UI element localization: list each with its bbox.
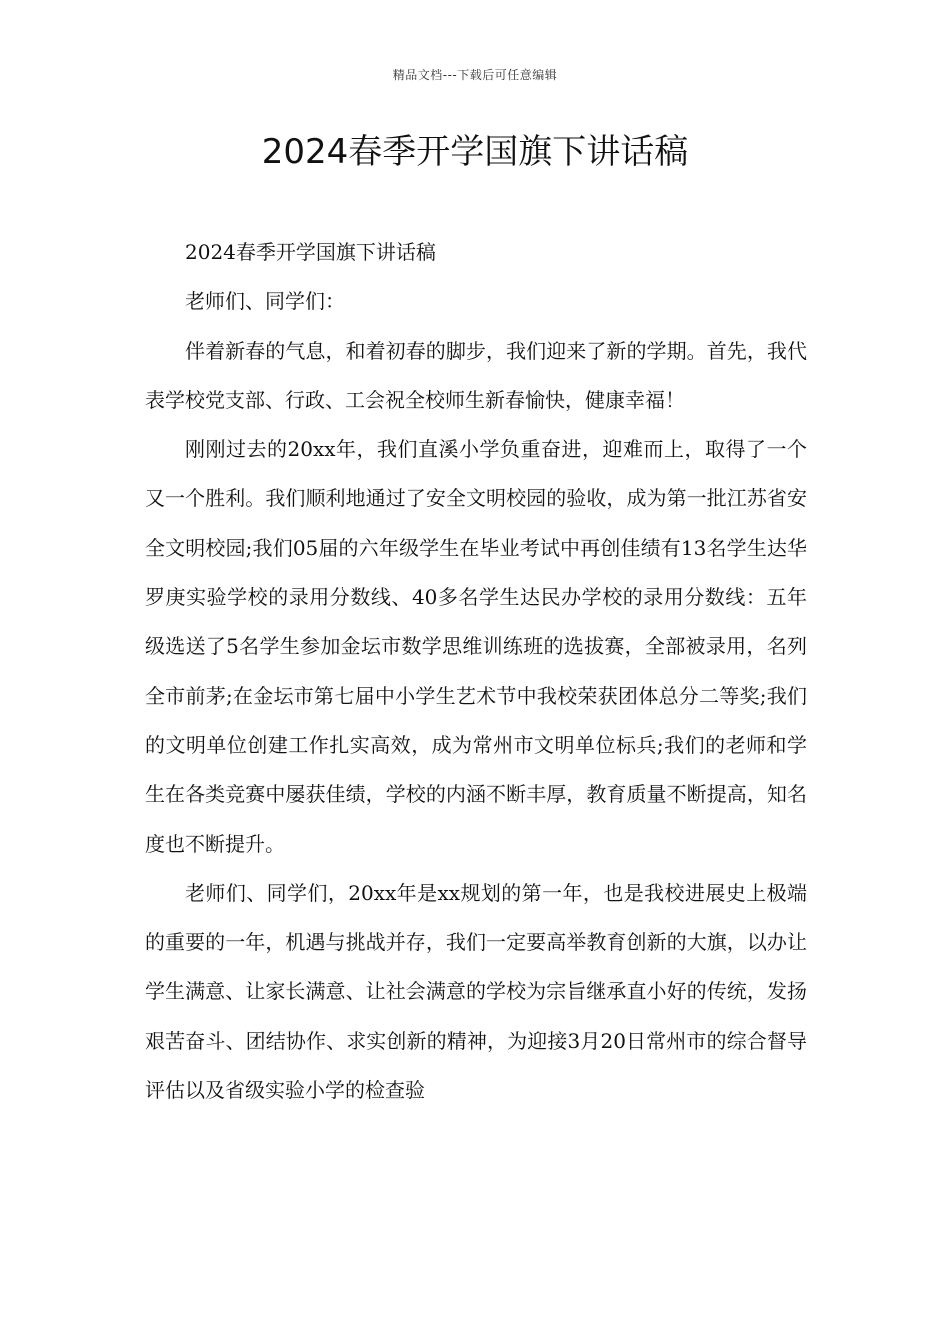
paragraph-subtitle: 2024春季开学国旗下讲话稿 [185,240,436,264]
paragraph-greeting: 伴着新春的气息，和着初春的脚步，我们迎来了新的学期。首先，我代表学校党支部、行政、工会祝全校师生新春愉快，健康幸福！ [145,338,807,412]
document-title: 2024春季开学国旗下讲话稿 [261,132,689,172]
paragraph-new-year-plan: 老师们、同学们，20xx年是xx规划的第一年，也是我校进展史上极端的重要的一年，机遇与挑战并存，我们一定要高举教育创新的大旗，以办让学生满意、让家长满意、让社会满意的学校为宗旨继承直小好的传统，发扬艰苦奋斗、团结协作、求实创新的精神，为迎接3月20日常州市的综合督导评估以及省级实验小学的检查验 [145,880,807,1103]
paragraph-salutation: 老师们、同学们： [185,289,345,314]
header-note: 精品文档---下载后可任意编辑 [392,68,558,82]
document-body [145,228,807,1115]
paragraph-achievements: 刚刚过去的20xx年，我们直溪小学负重奋进，迎难而上，取得了一个又一个胜利。我们顺利地通过了安全文明校园的验收，成为第一批江苏省安全文明校园;我们05届的六年级学生在毕业考试中再创佳绩有13名学生达华罗庚实验学校的录用分数线、40多名学生达民办学校的录用分数线：五年级选送了5名学生参加金坛市数学思维训练班的选拔赛，全部被录用，名列全市前茅;在金坛市第七届中小学生艺术节中我校荣获团体总分二等奖;我们的文明单位创建工作扎实高效，成为常州市文明单位标兵;我们的老师和学生在各类竞赛中屡获佳绩，学校的内涵不断丰厚，教育质量不断提高，知名度也不断提升。 [145,437,807,856]
